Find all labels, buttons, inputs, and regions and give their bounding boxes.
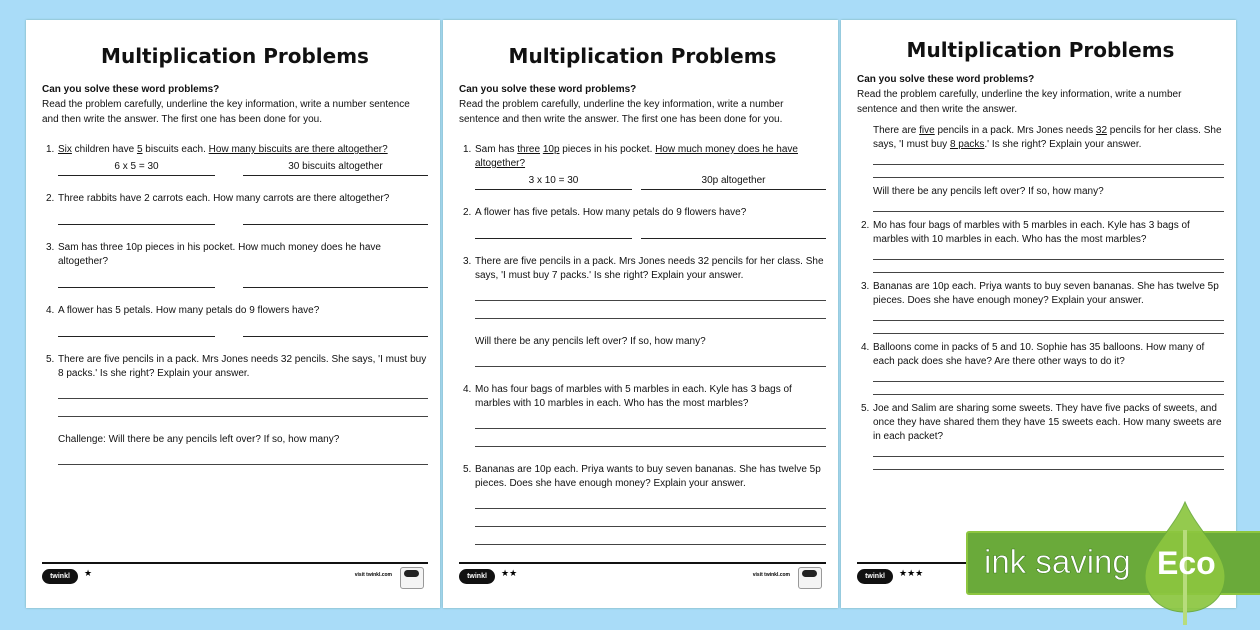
question-text [58,192,428,206]
underlined-key-info: 5 [136,144,143,155]
text-segment: children have [71,144,137,155]
question-item [857,185,1224,212]
question-number: 3. [463,256,472,267]
text-segment: Will there be any pencils left over? If so, how many? [873,186,1104,197]
difficulty-stars: ★★★ [899,569,924,579]
answer-line[interactable] [475,411,826,429]
difficulty-stars: ★★ [501,569,518,579]
answer-line[interactable] [475,491,826,509]
text-segment: pencils for her class. She says, 'I must buy [873,125,1222,150]
answer-row [58,271,428,288]
question-text [475,335,826,349]
question-number: 5. [861,403,870,414]
text-segment: Challenge: Will there be any pencils left over? If so, how many? [58,434,340,445]
question-text [873,402,1224,444]
twinkl-logo: twinkl [857,569,893,584]
quality-badge-icon [400,567,424,589]
question-text [475,255,826,283]
underlined-key-info: three [517,144,541,155]
text-segment: A flower has 5 petals. How many petals do 9 flowers have? [58,305,320,316]
twinkl-logo: twinkl [42,569,78,584]
number-sentence-line[interactable] [475,222,632,239]
underlined-key-info: 10p [542,144,560,155]
answer-line[interactable] [641,222,826,239]
text-segment: .' Is she right? Explain your answer. [984,139,1142,150]
instructions [857,72,1224,117]
text-segment: Mo has four bags of marbles with 5 marbles in each. Kyle has 3 bags of marbles with 10 marbles in each. Who has the most marbles? [475,384,792,409]
question-item [42,353,428,417]
answer-line[interactable] [475,509,826,527]
question-item [459,255,826,319]
text-segment: Three rabbits have 2 carrots each. How many carrots are there altogether? [58,193,390,204]
answer-line[interactable] [873,457,1224,470]
question-text [873,124,1224,152]
question-item [459,206,826,239]
text-segment: Will there be any pencils left over? If so, how many? [475,336,706,347]
answer-line[interactable] [873,308,1224,321]
difficulty-stars: ★ [84,569,93,579]
page-title: Multiplication Problems [508,44,777,68]
text-segment: A flower has five petals. How many petals do 9 flowers have? [475,207,747,218]
intro-question: Can you solve these word problems? [857,74,1035,85]
visit-link: visit twinkl.com [752,572,790,578]
answer-line[interactable] [873,382,1224,395]
question-number: 4. [46,305,55,316]
answer-line[interactable] [475,301,826,319]
answer-row [475,222,826,239]
question-text [58,304,428,318]
question-item [42,241,428,288]
question-item [42,433,428,465]
page-title: Multiplication Problems [101,44,369,68]
answer-row [58,159,428,176]
text-segment: Balloons come in packs of 5 and 10. Sophie has 35 balloons. How many of each pack does she have? Are there other ways to do it? [873,342,1205,367]
question-text [58,143,428,157]
number-sentence-line[interactable] [58,271,215,288]
question-number: 2. [463,207,472,218]
text-segment: Mo has four bags of marbles with 5 marbles in each. Kyle has 3 bags of marbles with 10 marbles in each. Who has the most marbles? [873,220,1190,245]
intro-text: Read the problem carefully, underline the key information, write a number sentence and then write the answer. The first one has been done for you. [459,99,784,125]
answer-row [58,208,428,225]
text-segment: Bananas are 10p each. Priya wants to buy seven bananas. She has twelve 5p pieces. Does she have enough money? Explain your answer. [475,464,821,489]
answer-line[interactable] [58,381,428,399]
answer-line[interactable] [475,349,826,367]
ink-saving-label: ink saving [984,543,1131,580]
text-segment: Bananas are 10p each. Priya wants to buy seven bananas. She has twelve 5p pieces. Does she have enough money? Explain your answer. [873,281,1219,306]
answer-line[interactable] [873,321,1224,334]
question-number: 2. [46,193,55,204]
question-item [857,402,1224,470]
answer-line[interactable] [873,247,1224,260]
answer-line[interactable] [873,260,1224,273]
visit-link: visit twinkl.com [354,572,392,578]
answer-line[interactable] [475,283,826,301]
text-segment: Joe and Salim are sharing some sweets. They have five packs of sweets, and once they have shared them they have 15 sweets each. How many sweets are in each packet? [873,403,1222,442]
question-item [857,124,1224,178]
question-text [58,433,428,447]
text-segment: biscuits each. [142,144,209,155]
question-text [873,219,1224,247]
worksheet-page [443,20,838,608]
text-segment: There are five pencils in a pack. Mrs Jones needs 32 pencils. She says, 'I must buy 8 packs.' Is she right? Explain your answer. [58,354,427,379]
answer-line[interactable] [873,152,1224,165]
underlined-key-info: five [919,125,935,136]
number-sentence-line[interactable] [58,208,215,225]
question-number: 1. [46,144,55,155]
question-item [42,304,428,337]
intro-question: Can you solve these word problems? [459,84,637,95]
answer-line[interactable] [243,208,428,225]
answer-line[interactable] [58,447,428,465]
answer-line[interactable] [873,369,1224,382]
question-item [42,143,428,176]
question-number: 2. [861,220,870,231]
underlined-key-info: How many biscuits are there altogether? [208,144,388,155]
question-item [42,192,428,225]
question-item [459,383,826,447]
answer-line[interactable] [873,165,1224,178]
answer-line[interactable] [243,271,428,288]
twinkl-logo: twinkl [459,569,495,584]
page-title: Multiplication Problems [906,38,1175,62]
question-item [857,341,1224,395]
text-segment: Sam has three 10p pieces in his pocket. How much money does he have altogether? [58,242,381,267]
answer-line[interactable]: 30 biscuits altogether [243,159,428,176]
question-text [475,463,826,491]
question-item [459,463,826,545]
question-item [459,143,826,190]
question-text [873,280,1224,308]
question-number: 5. [46,354,55,365]
question-number: 4. [463,384,472,395]
quality-badge-icon [798,567,822,589]
instructions [42,82,428,127]
text-segment: There are five pencils in a pack. Mrs Jones needs 32 pencils for her class. She says, 'I must buy 7 packs.' Is she right? Explain your answer. [475,256,824,281]
answer-line[interactable] [475,429,826,447]
question-item [857,219,1224,273]
question-item [459,335,826,367]
underlined-key-info: 32 [1095,125,1108,136]
question-item [857,280,1224,334]
intro-text: Read the problem carefully, underline the key information, write a number sentence and then write the answer. The first one has been done for you. [42,99,410,125]
eco-label: Eco [1157,545,1216,581]
answer-line[interactable] [475,527,826,545]
question-number: 3. [861,281,870,292]
question-text [58,353,428,381]
answer-row [58,320,428,337]
text-segment: There are [873,125,920,136]
number-sentence-line[interactable] [58,320,215,337]
question-text [873,185,1224,199]
answer-row [475,173,826,190]
instructions [459,82,826,127]
question-text [58,241,428,269]
question-text [873,341,1224,369]
answer-line[interactable] [873,444,1224,457]
question-number: 5. [463,464,472,475]
question-text [475,383,826,411]
intro-text: Read the problem carefully, underline the key information, write a number sentence and then write the answer. [857,89,1182,115]
answer-line[interactable] [243,320,428,337]
text-segment: pencils in a pack. Mrs Jones needs [934,125,1096,136]
question-number: 1. [463,144,472,155]
page-footer [42,562,428,588]
answer-line[interactable] [873,199,1224,212]
question-text [475,143,826,171]
underlined-key-info: Six [58,144,72,155]
question-text [475,206,826,220]
underlined-key-info: 8 packs [949,139,985,150]
text-segment: pieces in his pocket. [559,144,656,155]
page-footer [459,562,826,588]
number-sentence-line[interactable]: 6 x 5 = 30 [58,159,215,176]
worksheet-page [26,20,440,608]
question-number: 3. [46,242,55,253]
answer-line[interactable]: 30p altogether [641,173,826,190]
intro-question: Can you solve these word problems? [42,84,220,95]
answer-line[interactable] [58,399,428,417]
underlined-key-info: How much money does he have altogether? [475,144,798,169]
question-number: 4. [861,342,870,353]
eco-leaf-icon [1143,500,1227,625]
number-sentence-line[interactable]: 3 x 10 = 30 [475,173,632,190]
text-segment: Sam has [475,144,518,155]
